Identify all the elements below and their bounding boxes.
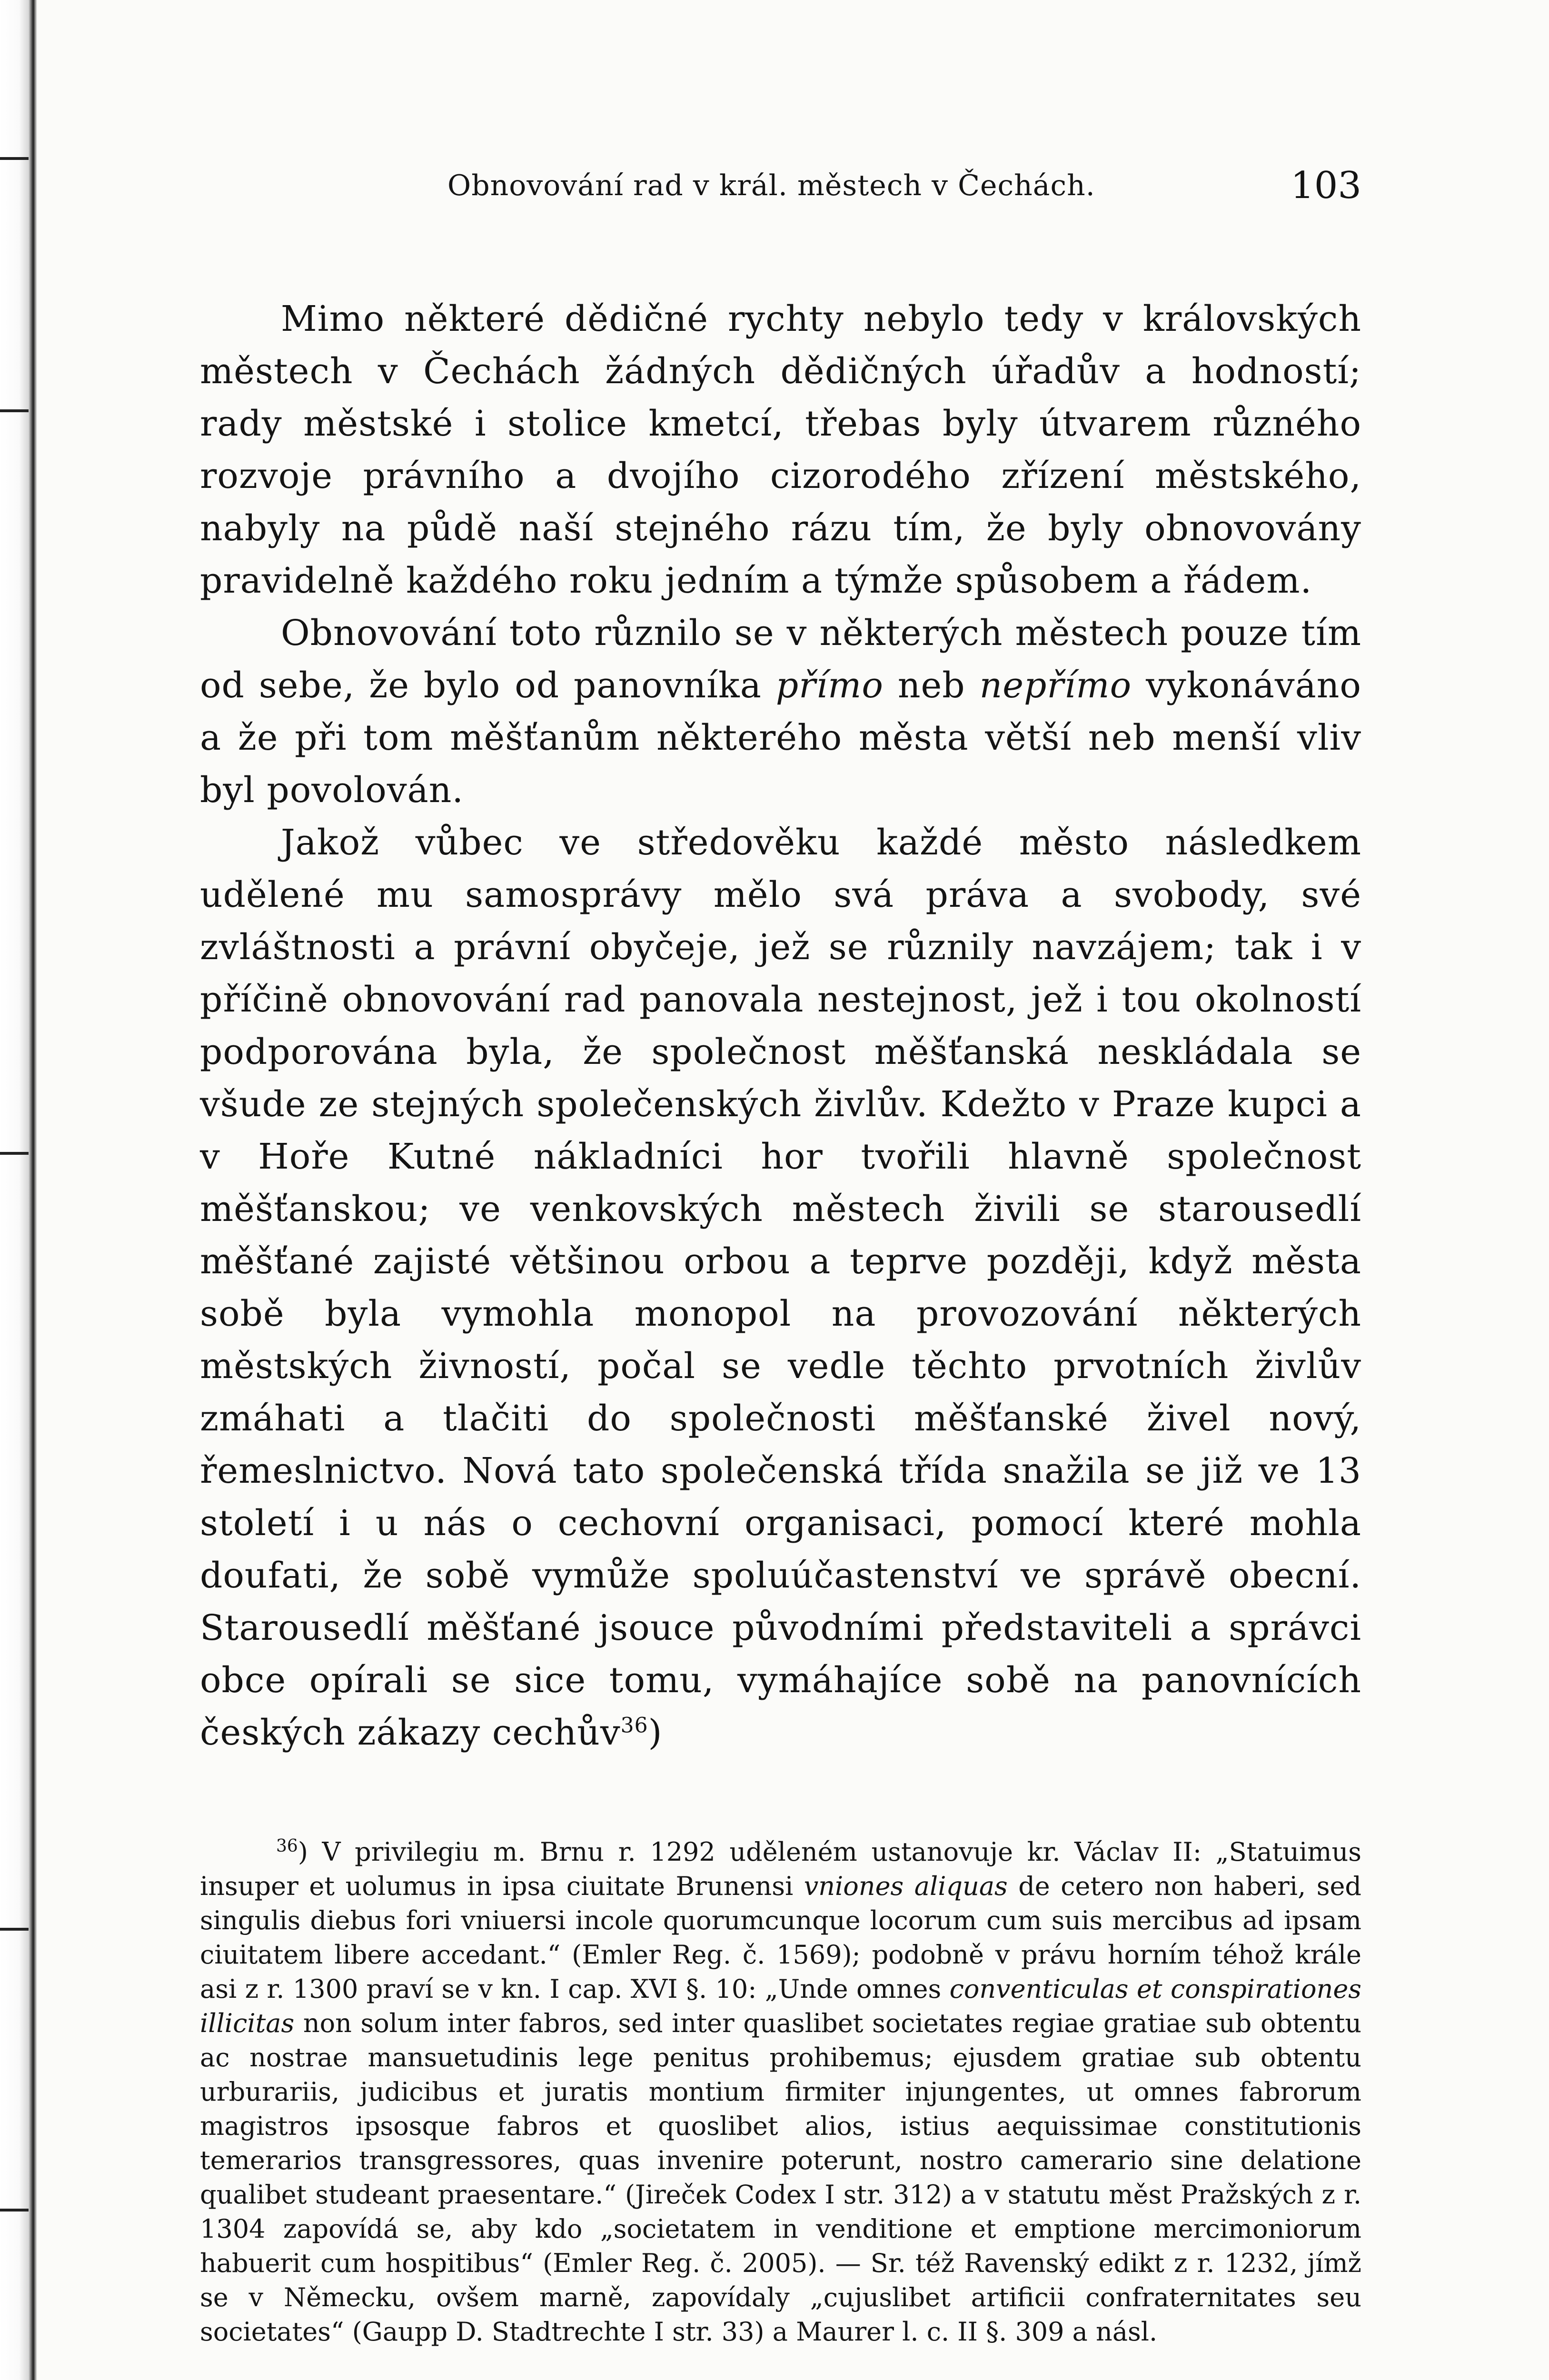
footnote-text: non solum inter fabros, sed inter quaslibet societates regiae gratiae sub obtentu ac nostrae mansuetudinis lege penitus prohibemus; ejusdem gratiae sub obtentu urburariis, judicibus et juratis montium firmiter injungentes, ut omnes fabrorum magistros ipsosque fabros et quoslibet alios, istius aequissimae constitutionis temerarios transgressores, quas invenire poterunt, nostro camerario sine delatione qualibet studeant praesentare.“ (Jireček Codex I str. 312) a v statutu měst Pražských z r. 1304 zapovídá se, aby kdo „societatem in venditione et emptione mercimoniorum habuerit cum hospitibus“ (Emler Reg. č. 2005). — Sr. též Ravenský edikt z r. 1232, jímž se v Německu, ovšem marně, zapovídaly „cujuslibet artificii confraternitates seu societates“ (Gaupp D. Stadtrechte I str. 33) a Maurer l. c. II §. 309 a násl.	[200, 2008, 1361, 2347]
edge-mark	[0, 157, 29, 160]
page-number: 103	[1291, 164, 1361, 207]
paragraph-text: Mimo některé dědičné rychty nebylo tedy v královských městech v Čechách žádných dědičných úřadův a hodností; rady městské i stolice kmetcí, třebas byly útvarem různého rozvoje právního a dvojího cizorodého zřízení městského, nabyly na půdě naší stejného rázu tím, že byly obnovovány pravidelně každého roku jedním a týmže spůsobem a řádem.	[200, 298, 1361, 601]
paragraph-text: Obnovování toto různilo se v některých městech pouze tím od sebe, že bylo od panovníka	[200, 613, 1361, 706]
paragraph-text: vykonáváno a že při tom měšťanům některého města větší neb menší vliv byl povolován.	[200, 665, 1361, 811]
paragraph-text: Jakož vůbec ve středověku každé město následkem udělené mu samosprávy mělo svá práva a svobody, své zvláštnosti a právní obyčeje, jež se různily navzájem; tak i v příčině obnovování rad panovala nestejnost, jež i tou okolností podporována byla, že společnost měšťanská neskládala se všude ze stejných společenských živlův. Kdežto v Praze kupci a v Hoře Kutné nákladníci hor tvořili hlavně společnost měšťanskou; ve venkovských městech živili se starousedlí měšťané zajisté většinou orbou a teprve později, když města sobě byla vymohla monopol na provozování některých městských živností, počal se vedle těchto prvotních živlův zmáhati a tlačiti do společnosti měšťanské živel nový, řemeslnictvo. Nová tato společenská třída snažila se již ve 13 století i u nás o cechovní organisaci, pomocí které mohla doufati, že sobě vymůže spoluúčastenství ve správě obecní. Starousedlí měšťané jsouce původními představiteli a správci obce opírali se sice tomu, vymáhajíce sobě na panovnících českých zákazy cechův	[200, 822, 1361, 1753]
paragraph-2	[200, 607, 1361, 816]
scanned-page-edge	[0, 0, 57, 2380]
footnote-text: de cetero non haberi, sed singulis diebus fori vniuersi incole quorumcunque locorum cum suis mercibus ad ipsam ciuitatem libere accedant.“ (Emler Reg. č. 1569); podobně v právu horním téhož krále asi z r. 1300 praví se v kn. I cap. XVI §. 10: „Unde omnes	[200, 1871, 1361, 2004]
footnote-italic: vniones aliquas	[804, 1871, 1008, 1901]
edge-mark	[0, 1152, 29, 1155]
edge-mark	[0, 409, 29, 412]
paragraph-3	[200, 816, 1361, 1759]
footnote-number: 36	[276, 1836, 298, 1856]
paragraph-1	[200, 293, 1361, 607]
page-header	[200, 157, 1361, 214]
footnote-36	[200, 1835, 1361, 2349]
footnote-italic: conventiculas et conspirationes illicitas	[200, 1974, 1361, 2038]
edge-mark	[0, 1928, 29, 1931]
italic-term: nepřímo	[979, 665, 1132, 706]
paragraph-text: )	[648, 1712, 663, 1753]
footnotes	[200, 1835, 1361, 2349]
italic-term: přímo	[775, 665, 884, 706]
book-page	[200, 157, 1361, 2349]
footnote-reference: 36	[620, 1713, 648, 1738]
paragraph-text: neb	[883, 665, 980, 706]
main-text	[200, 293, 1361, 1759]
footnote-text: ) V privilegiu m. Brnu r. 1292 uděleném ustanovuje kr. Václav II: „Statuimus insuper et uolumus in ipsa ciuitate Brunensi	[200, 1837, 1361, 1901]
running-head: Obnovování rad v král. městech v Čechách.	[447, 169, 1095, 202]
edge-mark	[0, 2209, 29, 2211]
